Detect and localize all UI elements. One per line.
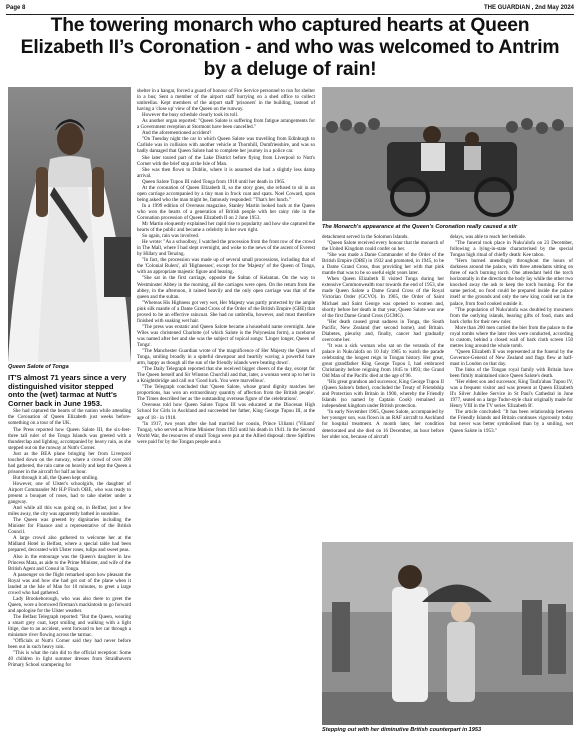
paragraph: And the aforementioned accident? [142, 130, 212, 137]
coronation-carriage-image [322, 87, 573, 221]
paragraph: "The Manchester Guardian wrote of 'the magnificence of Her Majesty the Queen of Tonga, smiling broadly in a spiteful downpour and heartily waving a powerful bare arm, happy as though all the sun of the friendly islands were beating down'. [137, 348, 315, 367]
paragraph: More than 200 men carried the bier from the palace to the royal tombs where the later rites were conducted, according to custom, behind a closed wall of bark cloth screen 150 metres long around the whole tomb. [450, 324, 573, 349]
paragraph: "Queen Salote received every honour that the monarch of the United Kingdom could confer on her. [322, 240, 444, 253]
paragraph: "Her death caused great sadness in Tonga, the South Pacific, New Zealand (her second home), and Britain. Diabetes, pleurisy and, finally, cancer had gradually overcome her. [322, 318, 444, 343]
paragraph: delays, was able to reach her bedside. [450, 234, 526, 240]
paragraph: Also in the entourage was the Queen's daughter in law Princess Mata, as aide to the Prime Minister, and wife of the British Agent and Consul in Tonga. [8, 553, 131, 572]
paragraph: She later toured part of the Lake District before flying from Liverpool to Nutt's Corner with the brief stop at the Isle of Man. [137, 154, 315, 167]
page-number: Page 8 [6, 5, 26, 11]
paragraph: shelter in a hangar, forced a guard of honour of Fire Service personnel to run for shelter in a bus; Sent a member of the airport staff hurrying on a shed office to collect umbrellas. Kept members of the airport staff 'prisoners' in the building, instead of having a 'close up' view of the Queen on the runway. [137, 88, 315, 113]
page-header [6, 3, 574, 15]
paragraph: "She sat in the first carriage, opposite the Sultan of Kelantan. On the way to Westminster Abbey in the morning, all the carriages were open. On the return from the abbey, in the afternoon, it rained heavily and the only open carriage was that of the queen and the sultan. [137, 275, 315, 300]
paragraph: Mr Martin eloquently explained her rapid rise to popularity and how she captured the hearts of the public and became a celebrity in her own right. [137, 221, 315, 234]
paragraph: However, one of Ulster's schoolgirls, the daughter of Airport Commander Mr H.P Finch OBE, who was ready to present a bouquet of roses, had to take shelter under a gangway. [8, 480, 131, 506]
article-column-3 [322, 234, 444, 538]
article-column-2 [137, 88, 315, 730]
article-column-1 [8, 374, 131, 730]
paragraph: When Queen Elizabeth II visited Tonga during her extensive Commonwealth tour towards the end of 1953, she made Queen Salote a Dame Grand Cross of the Royal Victorian Order (GCVO). In 1965, the Order of Saint Michael and Saint George was opened to women and, shortly before her death in that year, Queen Salote was one of the first Dame Grand Cross (GCMG). [322, 276, 444, 319]
paragraph: However the busy schedule clearly took its toll. [142, 112, 239, 119]
paragraph: "Officials at Nutt's Corner said they had never before been out in such heavy rain. [8, 638, 131, 651]
paragraph: And while all this was going on, in Belfast, just a few miles away, the city was apparently bathed in sunshine. [8, 505, 131, 518]
paragraph: "In early November 1965, Queen Salote, accompanied by her younger son, was flown in an RAF aircraft to Auckland for hospital treatment. A month later, her condition deteriorated and she died on 16 December, an hour before her older son, because of aircraft [322, 409, 444, 440]
paragraph: At the coronation of Queen Elizabeth II, so the story goes, she refused to sit in an open carriage accompanied by a tiny man in frock coat and spats. Noel Coward, upon being asked who the man might be, famously responded: "That's her lunch." [137, 184, 315, 203]
paragraph: "On Tuesday night the car in which Queen Salote was travelling from Edinburgh to Carlisle was in collision with another vehicle at Thornhill, Dumfriesshire, and was so badly damaged that Queen Salote had to complete her journey in a police car. [137, 136, 315, 155]
paragraph: "Queen Elizabeth II was represented at the funeral by the Governor-General of New Zealand and flags flew at half-mast in London on that day. [450, 348, 573, 367]
paragraph: He wrote: "As a schoolboy, I watched the procession from the front row of the crowd in The Mall, where I had slept overnight, and woke to the news of the ascent of Everest by Hillary and Tenzing. [137, 239, 315, 258]
paragraph: The article concluded: "It has been relationship between the Friendly Islands and Britain continues vigorously today but never was better symbolised than by a smiling, wet Queen Salote in 1953." [450, 409, 573, 434]
paragraph: "The press was ecstatic and Queen Salote became a household name overnight. Jane Wiles was christened Charlotte (of which Salote is the Polynesian form), a racehorse was named after her and she was the subject of topical songs: 'Linger longer, Queen of Tonga'. [137, 323, 315, 348]
paragraph: Just as the BEA plane bringing her from Liverpool touched down on the runway, where a crowd of over 200 had gathered, the rain came on heavily and kept the Queen a prisoner in the aircraft for half an hour. [8, 450, 131, 475]
paper-name-date: THE GUARDIAN , 2nd May 2024 [483, 5, 574, 11]
paragraph: "In fact, the procession was made up of several small processions, including that of the 'Colonial Rulers', all 'Highnesses', except for the 'Majesty' of the Queen of Tonga, with an appropriate majestic figure and bearing. [137, 257, 315, 276]
paragraph: Overseas told how Queen Salote Tupou III was educated at the Diocesan High School for Girls in Auckland and succeeded her father, King George Tupou III, at the age of 18 - in 1918. [137, 402, 315, 421]
paragraph: She was then flown to Dublin, where it is assumed she had a slightly less damp arrival. [137, 166, 315, 179]
paragraph: "Whereas His Highness got very wet, Her Majesty was partly protected by the ample pink silk mantle of a Dame Grand Cross of the Order of the British Empire (GBE) that proved to be an effective raincoat. She had no umbrella, however, and must therefore finished with soaking wet hair. [137, 299, 315, 324]
paragraph: "The population of Nuku'alofa was doubled by mourners from the outlying islands, bearing gifts of food, mats and bark cloths for their new ruler. [450, 306, 573, 325]
carriage-photo [322, 87, 573, 221]
paragraph: So again, rain was involved. [142, 233, 200, 240]
paragraph: As another organ reported: "Queen Salote is suffering from fatigue arrangements for a Government reception at Stormont have been cancelled." [137, 118, 315, 131]
queens-walking-image [322, 542, 573, 725]
headline: The towering monarch who captured hearts at Queen Elizabeth II’s Coronation - and who was welcomed to Antrim by a deluge of rain! [20, 15, 560, 80]
paragraph: "Her eldest son and successor, King Taufa'ahau Tupou IV, was a frequent visitor and was present at Queen Elizabeth II's Silver Jubilee Service in St Paul's Cathedral in June 1977, seated on a large Tudor-style chair originally made for Henry VIII in the TV series 'Elizabeth R'. [450, 379, 573, 410]
paragraph: "Hero burned unendingly throughout the hours of darkness around the palace, with three attendants sitting on three of each burning torch. One attendant held the torch horizontally in the direction the body lay while the other two knocked away the ash to keep the torch burning. For the same period, no food could be prepared inside the palace itself or the grounds and only the new king could eat in the palace, from food cooked outside it. [450, 258, 573, 307]
paragraph: In a 1999 edition of Overseas magazine, Stanley Martin looked back at the Queen who won the hearts of a generation of British people with her rainy ride in the Coronation procession of Queen Elizabeth II on 2 June 1953. [137, 202, 315, 221]
paragraph: She had captured the hearts of the nation while attending the Coronation of Queen Elizabeth just weeks before-something on a tour of the UK. [8, 408, 131, 427]
visit-photo [322, 542, 573, 725]
article-lead: IT'S almost 71 years since a very distinguished visitor stepped onto the (wet) tarmac at Nutt's Corner back in June 1953. [8, 374, 127, 408]
paragraph: "His great grandson and successor, King George Tupou II (Queen Salote's father), concluded the Treaty of Friendship and Protection with Britain in 1900, whereby the Friendly Islands (so named by Captain Cook) remained an independent kingdom under British protection. [322, 379, 444, 410]
paragraph: A passenger on the flight remarked upon how pleasant the Royal was and how she had got out of the plane when it landed at the Isle of Man for 10 minutes, to greet a large crowd who had gathered. [8, 571, 131, 596]
portrait-caption: Queen Salote of Tonga [8, 364, 69, 370]
column-1-text [8, 408, 131, 668]
paragraph: The Queen was greeted by dignitaries including the Minister for Finance and a representative of the British Council. [8, 517, 131, 536]
paragraph: Queen Salote Tupou III ruled Tonga from 1918 until her death in 1965. [142, 178, 286, 185]
paragraph: The Press reported how Queen Salote III, the six-feet-three tall ruler of the Tonga Islands was greeted with a thunderclap and lighting, accompanied by heavy rain, as she stepped out on the runway at Nutt's Corner. [8, 426, 131, 451]
queen-portrait-image [8, 87, 131, 362]
paragraph: "She was made a Dame Commander of the Order of the British Empire (DBE) in 1932 and promoted, in 1945, to be a Dame Grand Cross, thus providing her with that pink mantle that was to be so useful eight years later. [322, 252, 444, 277]
visit-caption: Stepping out with her diminutive British counterpart in 1953 [322, 727, 482, 733]
paragraph: "In 1917, two years after she had married her cousin, Prince Uiliami ('Viliami' Tunga), who served as Prime Minister from 1923 until his death in 1941. In the Second World War, the resources of small Tonga were put at the Allied disposal: three Spitfires were paid for by the Tongan people and a [137, 420, 315, 445]
paragraph: "The Daily Telegraph reported that she received bigger cheers of the day, except for The Queen herself and Sir Winston Churchill and that, later, a woman went up to her in a Knightsbridge and call out 'Good luck. You were marvellous'. [137, 366, 315, 385]
carriage-caption: The Monarch's appearance at the Queen's Coronation really caused a stir [322, 224, 518, 230]
paragraph: But through it all, the Queen kept smiling. [13, 474, 99, 481]
paragraph: "The Telegraph concluded that 'Queen Salote, whose grand dignity matches her proportions, has won an extraordinary quantity of affection from the British people'. The Times described her as 'the outstanding overseas figure of the celebrations'. [137, 384, 315, 403]
paragraph: "It was a sick woman who sat on the veranda of the palace in Nuku'alofa on 10 July 1965 to watch the parade celebrating the longest reign in Tongan history. Her great, great grandfather King George Tupou I, had embraced Christianity before reigning from 1845 to 1893; the Grand Old Man of the Pacific died at the age of 96. [322, 342, 444, 380]
portrait-photo [8, 87, 131, 362]
paragraph: detachment served in the Solomon Islands. [322, 234, 409, 240]
paragraph: "The funeral took place in Nuku'alofa on 23 December, following a lying-in-state characterised by the special Tongan high ritual of chiefly death: Kee taboo. [450, 240, 573, 259]
paragraph: "This is what the rain did to the official reception: Some 40 children in light summer dresses from Straidhavern Primary School scampering for [8, 650, 131, 669]
paragraph: A large crowd also gathered to welcome her at the Midland Hotel in Belfast, where a special table had been prepared, decorated with Ulster roses, tulips and sweet peas. [8, 535, 131, 554]
article-column-4 [450, 234, 573, 538]
paragraph: The links of the Tongan royal family with Britain have been firmly maintained since Queen Salote's death. [450, 367, 573, 380]
paragraph: Lady Brookeborough, who was also there to greet the Queen, wore a borrowed fireman's mackintosh to go forward and apologise for the Ulster weather. [8, 595, 131, 614]
paragraph: The Belfast Telegraph reported: "But the Queen, wearing a smart grey coat, kept smiling and walking with a light litige, due to an accident, went forward to her car through a miniature river flowing across the tarmac. [8, 613, 131, 639]
